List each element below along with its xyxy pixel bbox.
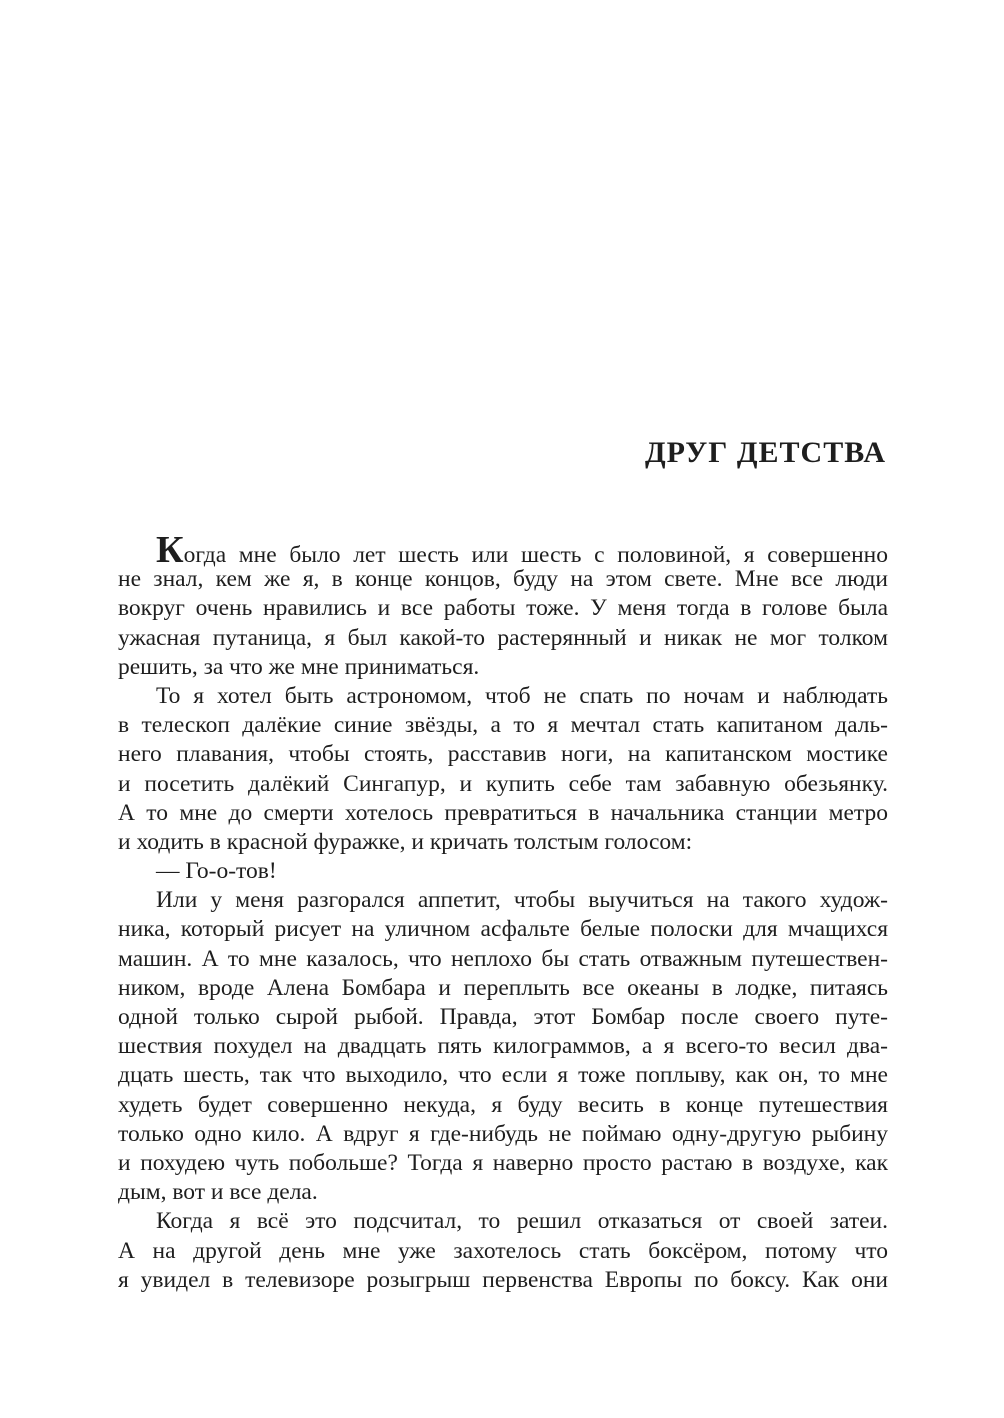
text-line: худеть будет совершенно некуда, я буду весить в конце путешествия: [118, 1091, 888, 1118]
chapter-text: [118, 529, 888, 1295]
text-line: шествия похудел на двадцать пять килограммов, а я всего-то весил два-: [118, 1033, 888, 1060]
text-line: и посетить далёкий Сингапур, и купить себе там забавную обезьянку.: [118, 770, 888, 797]
text-line: Когда мне было лет шесть или шесть с половиной, я совершенно: [156, 529, 888, 571]
text-line: я увидел в телевизоре розыгрыш первенства Европы по боксу. Как они: [118, 1266, 888, 1293]
text-line: в телескоп далёкие синие звёзды, а то я мечтал стать капитаном даль-: [118, 712, 888, 739]
text-line: ником, вроде Алена Бомбара и переплыть все океаны в лодке, питаясь: [118, 974, 888, 1001]
text-line: ника, который рисует на уличном асфальте белые полоски для мчащихся: [118, 916, 888, 943]
text-line: вокруг очень нравились и все работы тоже. У меня тогда в голове была: [118, 595, 888, 622]
text-line: Или у меня разгорался аппетит, чтобы выучиться на такого худож-: [156, 887, 888, 914]
text-line: только одно кило. А вдруг я где-нибудь не поймаю одну-другую рыбину: [118, 1120, 888, 1147]
text-line: него плавания, чтобы стоять, расставив ноги, на капитанском мостике: [118, 741, 888, 768]
text-line: одной только сырой рыбой. Правда, этот Бомбар после своего путе-: [118, 1004, 888, 1030]
drop-cap: К: [156, 529, 184, 571]
text-line: решить, за что же мне приниматься.: [118, 653, 480, 680]
text-line: и похудею чуть побольше? Тогда я наверно просто растаю в воздухе, как: [118, 1149, 888, 1176]
text-line: и ходить в красной фуражке, и кричать толстым голосом:: [118, 828, 693, 855]
text-line: А то мне до смерти хотелось превратиться в начальника станции метро: [118, 799, 888, 826]
text-line: дцать шесть, так что выходило, что если я тоже поплыву, как он, то мне: [118, 1062, 888, 1089]
chapter-title: ДРУГ ДЕТСТВА: [645, 436, 886, 469]
text-line: — Го-о-тов!: [156, 858, 277, 885]
text-line: машин. А то мне казалось, что неплохо бы стать отважным путешествен-: [118, 945, 888, 972]
text-line: То я хотел быть астрономом, чтоб не спать по ночам и наблюдать: [156, 682, 888, 709]
text-line: Когда я всё это подсчитал, то решил отказаться от своей затеи.: [156, 1208, 888, 1235]
text-line: дым, вот и все дела.: [118, 1179, 318, 1206]
text-line: А на другой день мне уже захотелось стать боксёром, потому что: [118, 1237, 888, 1264]
text-line: не знал, кем же я, в конце концов, буду на этом свете. Мне все люди: [118, 566, 888, 593]
text-line: ужасная путаница, я был какой-то растерянный и никак не мог толком: [118, 624, 888, 651]
